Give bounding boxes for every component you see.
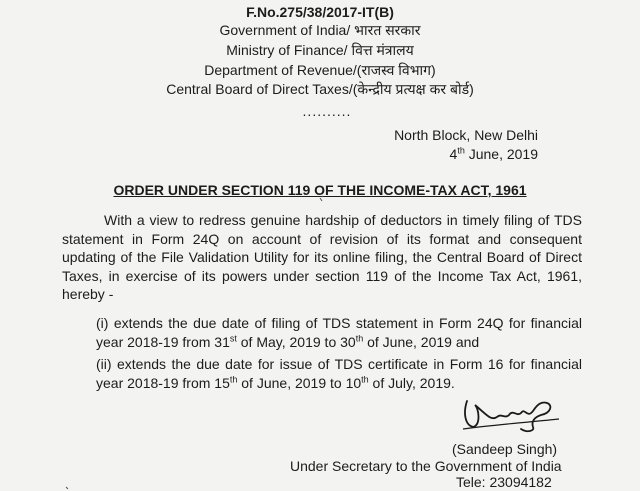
file-number: F.No.275/38/2017-IT(B) xyxy=(246,4,394,20)
govt-line: Government of India/ भारत सरकार xyxy=(219,22,421,38)
item-1-text: (i) extends the due date of filing of TDS statement in Form 24Q for financial year 2018-19 from 31st of May, 2019 to 30th of June, 2019 and xyxy=(96,315,582,350)
ministry-line: Ministry of Finance/ वित्त मंत्रालय xyxy=(226,42,414,58)
order-date: 4th June, 2019 xyxy=(449,145,538,162)
item-2-text: (ii) extends the due date for issue of TDS certificate in Form 16 for financial year 2018-19 from 15th of June, 2019 to 10th of July, 2019. xyxy=(96,356,582,391)
signatory-telephone: Tele: 23094182 xyxy=(456,474,552,490)
order-title: ORDER UNDER SECTION 119 OF THE INCOME-TAX ACT, 1961 xyxy=(113,182,527,198)
signatory-designation: Under Secretary to the Government of India xyxy=(290,458,562,474)
department-line: Department of Revenue/(राजस्व विभाग) xyxy=(204,62,436,78)
separator-dots: .......... xyxy=(302,103,352,119)
place-location: North Block, New Delhi xyxy=(394,127,538,143)
signatory-name: (Sandeep Singh) xyxy=(452,441,558,457)
intro-text: With a view to redress genuine hardship of deductors in timely filing of TDS statement in Form 24Q on account of revision of its format and consequent updating of the File Validation Utility for its online filing, the Central Board of Direct Taxes, in exercise of its powers under section 119 of the Income Tax Act, 1961, hereby - xyxy=(62,212,582,302)
cbdt-line: Central Board of Direct Taxes/(केन्द्रीय प्रत्यक्ष कर बोर्ड) xyxy=(166,81,474,97)
